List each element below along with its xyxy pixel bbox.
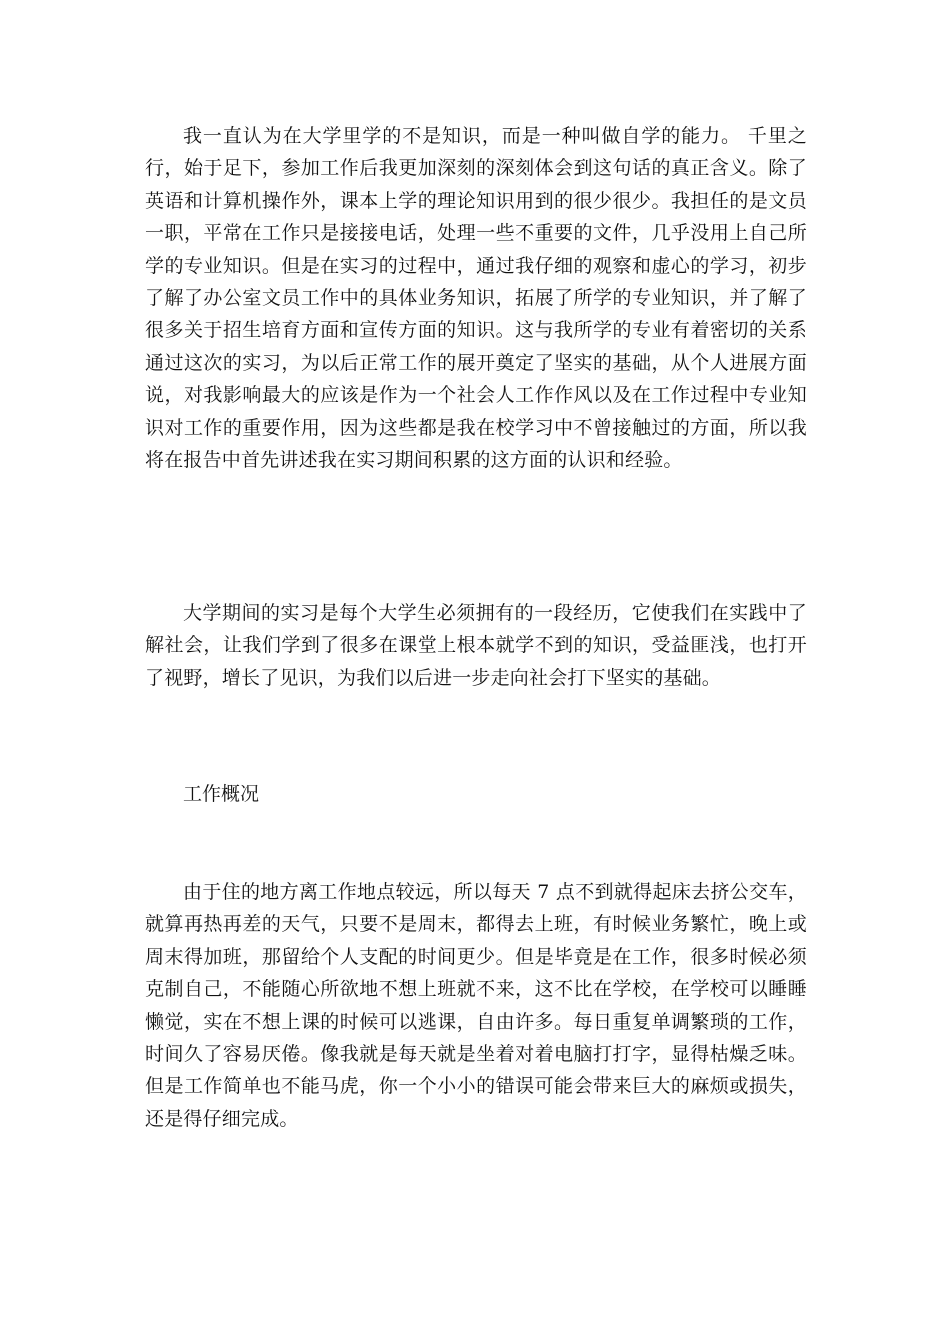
body-paragraph-2: 大学期间的实习是每个大学生必须拥有的一段经历，它使我们在实践中了解社会，让我们学到了很多在课堂上根本就学不到的知识，受益匪浅，也打开了视野，增长了见识，为我们以后进一步走向社会打下坚实的基础。 — [145, 602, 807, 689]
section-heading: 工作概况 — [183, 783, 260, 805]
body-paragraph-1: 我一直认为在大学里学的不是知识，而是一种叫做自学的能力。 千里之行，始于足下，参加工作后我更加深刻的深刻体会到这句话的真正含义。除了英语和计算机操作外，课本上学的理论知识用到的很少很少。我担任的是文员一职，平常在工作只是接接电话，处理一些不重要的文件，几乎没用上自己所学的专业知识。但是在实习的过程中，通过我仔细的观察和虚心的学习，初步了解了办公室文员工作中的具体业务知识，拓展了所学的专业知识，并了解了很多关于招生培育方面和宣传方面的知识。这与我所学的专业有着密切的关系通过这次的实习，为以后正常工作的展开奠定了坚实的基础，从个人进展方面说，对我影响最大的应该是作为一个社会人工作作风以及在工作过程中专业知识对工作的重要作用，因为这些都是我在校学习中不曾接触过的方面，所以我将在报告中首先讲述我在实习期间积累的这方面的认识和经验。 — [145, 125, 807, 472]
body-paragraph-3: 由于住的地方离工作地点较远，所以每天 7 点不到就得起床去挤公交车，就算再热再差的天气，只要不是周末，都得去上班，有时候业务繁忙，晚上或周末得加班，那留给个人支配的时间更少。但是毕竟是在工作，很多时候必须克制自己，不能随心所欲地不想上班就不来，这不比在学校，在学校可以睡睡懒觉，实在不想上课的时候可以逃课，自由许多。每日重复单调繁琐的工作，时间久了容易厌倦。像我就是每天就是坐着对着电脑打打字，显得枯燥乏味。但是工作简单也不能马虎，你一个小小的错误可能会带来巨大的麻烦或损失，还是得仔细完成。 — [145, 881, 807, 1130]
